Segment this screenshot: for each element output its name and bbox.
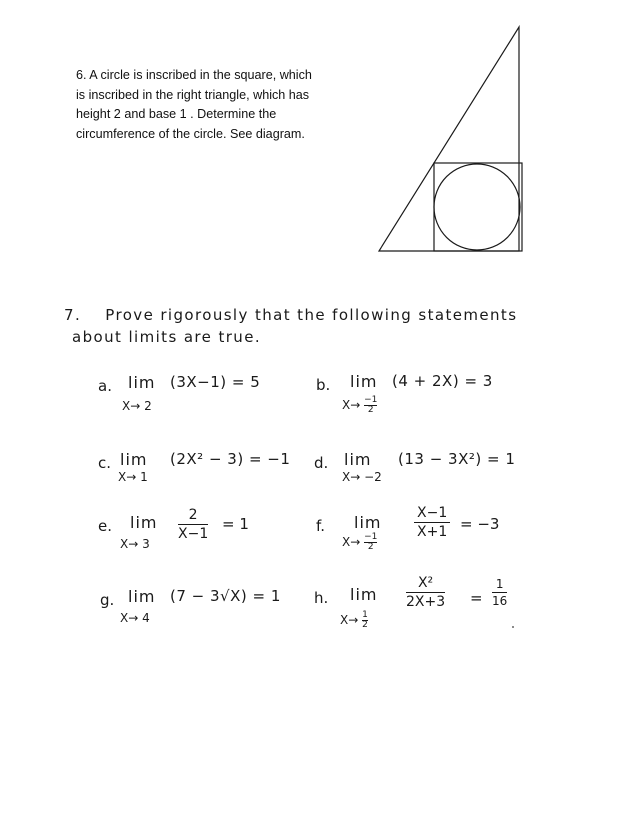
result-denominator: 16 (492, 594, 508, 608)
inscribed-circle (434, 164, 520, 250)
limit-result: = (470, 589, 483, 607)
limit-approach: X→ 4 (120, 611, 150, 625)
fraction-denominator: X−1 (178, 526, 209, 542)
lim-word: lim (120, 450, 148, 469)
limit-h (314, 575, 524, 655)
fraction-numerator: X−1 (414, 505, 450, 523)
limit-fraction (414, 505, 450, 540)
limit-expression: (4 + 2X) = 3 (392, 372, 493, 390)
limit-expression: (13 − 3X²) = 1 (398, 450, 516, 468)
lim-word: lim (128, 373, 156, 392)
problem-7-line-1: Prove rigorously that the following statements (105, 306, 518, 324)
paper-speck (512, 626, 514, 628)
limit-label: a. (98, 377, 112, 395)
limit-label: h. (314, 589, 329, 607)
limit-g (100, 587, 300, 657)
limit-approach: X→ $\frac{-1}{2}$ (342, 395, 378, 415)
problem-6-line: height 2 and base 1 . Determine the (76, 107, 277, 121)
limit-b (316, 372, 516, 442)
limit-label: g. (100, 591, 115, 609)
limit-expression: (2X² − 3) = −1 (170, 450, 291, 468)
limit-approach: X→ 1 (118, 470, 148, 484)
limit-approach: X→ −2 (342, 470, 382, 484)
limit-label: c. (98, 454, 112, 472)
limit-f (316, 505, 526, 583)
approach-denominator: 2 (362, 620, 368, 630)
lim-word: lim (130, 513, 158, 532)
limit-label: b. (316, 376, 331, 394)
limit-result: = 1 (222, 515, 249, 533)
limit-e (98, 507, 298, 583)
approach-numerator: 1 (362, 610, 368, 620)
limit-expression: (3X−1) = 5 (170, 373, 261, 391)
problem-7-line-2: about limits are true. (72, 328, 262, 346)
lim-word: lim (354, 513, 382, 532)
fraction-denominator: X+1 (417, 524, 448, 540)
lim-word: lim (128, 587, 156, 606)
approach-denominator: 2 (367, 542, 374, 552)
problem-6-line: is inscribed in the right triangle, which has (76, 87, 310, 102)
limit-result: = −3 (460, 515, 500, 533)
approach-numerator: −1 (364, 532, 378, 542)
problem-6-line: circumference of the circle. See diagram. (76, 126, 305, 141)
approach-denominator: 2 (367, 405, 374, 415)
limit-approach: X→ 3 (120, 537, 150, 551)
limit-approach: X→ 2 (122, 399, 152, 413)
limit-label: e. (98, 517, 112, 535)
limit-approach: X→ $\frac{-1}{2}$ (342, 532, 378, 552)
limit-label: d. (314, 454, 329, 472)
fraction-denominator: 2X+3 (406, 594, 446, 610)
limit-a (98, 373, 298, 443)
approach-numerator: −1 (364, 395, 378, 405)
limit-expression: (7 − 3√X) = 1 (170, 587, 281, 605)
fraction-numerator: X² (406, 575, 445, 593)
result-fraction (492, 577, 507, 608)
limit-fraction (178, 507, 208, 542)
result-numerator: 1 (492, 577, 507, 593)
lim-word: lim (350, 585, 378, 604)
right-triangle (379, 27, 519, 251)
fraction-numerator: 2 (178, 507, 208, 525)
lim-word: lim (350, 372, 378, 391)
problem-6-text (76, 66, 338, 144)
lim-word: lim (344, 450, 372, 469)
problem-6-line: 6. A circle is inscribed in the square, which (76, 68, 312, 82)
problem-7-number: 7. (64, 306, 82, 324)
limit-label: f. (316, 517, 325, 535)
limit-fraction (406, 575, 445, 610)
limit-approach: X→ $\frac{1}{2}$ (340, 610, 368, 630)
triangle-square-circle-diagram (370, 22, 530, 258)
